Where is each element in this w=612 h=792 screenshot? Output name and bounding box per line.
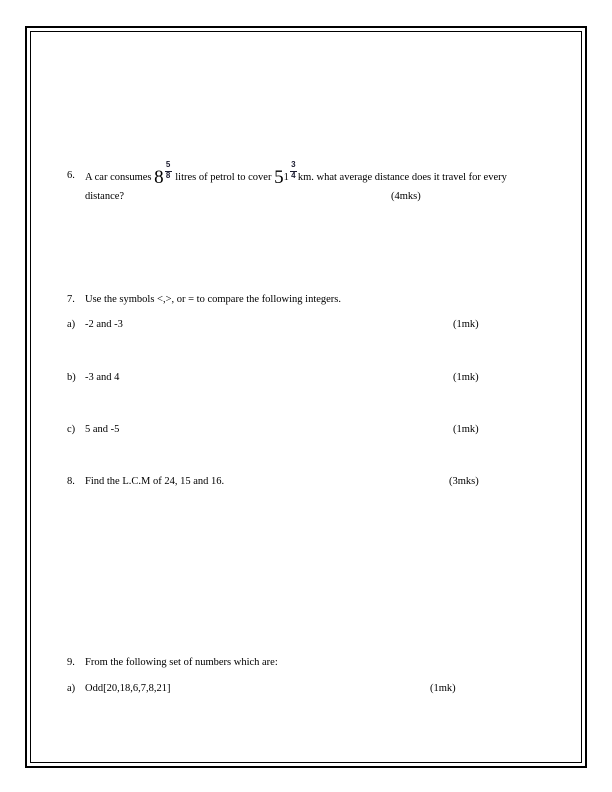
part-label: b) [67, 372, 76, 383]
fraction: $\frac{3}{4}$ [291, 160, 296, 180]
question-number: 9. [67, 657, 75, 668]
marks: (1mk) [453, 424, 479, 435]
part-text: 5 and -5 [85, 424, 120, 435]
page-border-inner [30, 31, 582, 763]
marks: (3mks) [449, 476, 479, 487]
marks: (1mk) [453, 319, 479, 330]
mixed-number-whole: 5 [274, 167, 284, 188]
question-text: Use the symbols <,>, or = to compare the following integers. [85, 294, 342, 305]
part-label: a) [67, 319, 76, 330]
question-text: A car consumes 8 $\frac{5}{8}$ litres of petrol to cover 51 $\frac{3}{4}$ km. what average distance does it travel for every [85, 160, 507, 188]
part-text: Odd[20,18,6,7,8,21] [85, 683, 171, 694]
part-label: a) [67, 683, 76, 694]
fraction: $\frac{5}{8}$ [165, 160, 171, 180]
question-number: 7. [67, 294, 75, 305]
mixed-number-whole: 8 [154, 167, 164, 188]
question-text: Find the L.C.M of 24, 15 and 16. [85, 476, 225, 487]
question-number: 8. [67, 476, 75, 487]
marks: (4mks) [391, 191, 421, 202]
part-text: -3 and 4 [85, 372, 120, 383]
marks: (1mk) [453, 372, 479, 383]
question-text: From the following set of numbers which are: [85, 657, 278, 668]
part-text: -2 and -3 [85, 319, 123, 330]
question-text-line2: distance? [85, 191, 125, 202]
marks: (1mk) [430, 683, 456, 694]
part-label: c) [67, 424, 76, 435]
question-number: 6. [67, 170, 75, 181]
